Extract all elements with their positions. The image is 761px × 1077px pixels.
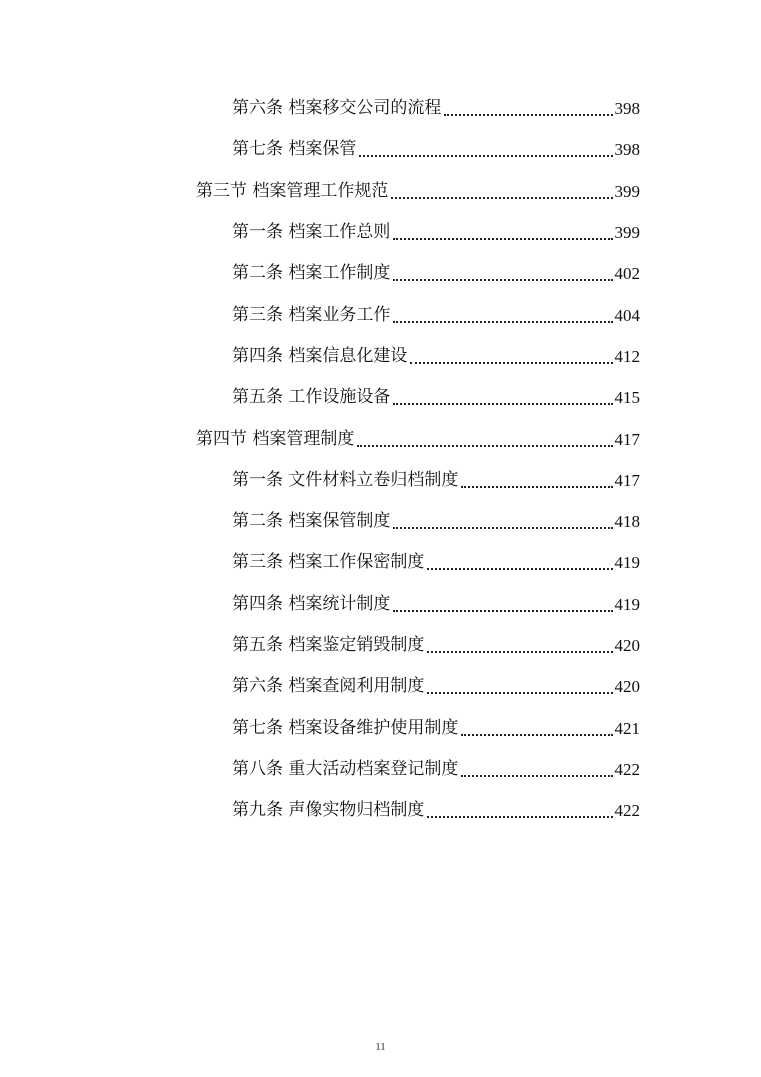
- toc-entry[interactable]: [0, 88, 640, 129]
- toc-entry[interactable]: [0, 666, 640, 707]
- toc-entry-title: 第二条 档案工作制度: [232, 263, 391, 284]
- toc-entry-page: 402: [614, 264, 640, 284]
- toc-entry-page: 419: [614, 594, 640, 614]
- toc-entry-title: 第四条 档案统计制度: [232, 593, 391, 614]
- toc-entry[interactable]: [0, 790, 640, 831]
- dot-leader: [427, 637, 612, 654]
- toc-entry-title: 第九条 声像实物归档制度: [232, 800, 425, 821]
- dot-leader: [461, 761, 612, 778]
- dot-leader: [461, 472, 612, 489]
- dot-leader: [359, 141, 612, 158]
- footer-page-number: 11: [375, 1041, 386, 1053]
- toc-entry-title: 第六条 档案移交公司的流程: [232, 98, 442, 119]
- toc-entry-page: 404: [614, 305, 640, 325]
- toc-entry[interactable]: [0, 584, 640, 625]
- toc-entry-page: 417: [614, 429, 640, 449]
- toc-entry[interactable]: [0, 542, 640, 583]
- dot-leader: [393, 265, 612, 282]
- toc-entry[interactable]: [0, 460, 640, 501]
- toc-entry-page: 421: [614, 718, 640, 738]
- toc-entry[interactable]: [0, 707, 640, 748]
- toc-entry-page: 419: [614, 553, 640, 573]
- toc-entry-page: 418: [614, 512, 640, 532]
- dot-leader: [393, 513, 612, 530]
- toc-entry-title: 第二条 档案保管制度: [232, 511, 391, 532]
- dot-leader: [444, 100, 612, 117]
- toc-entry[interactable]: [0, 501, 640, 542]
- toc-entry-title: 第四节 档案管理制度: [196, 428, 355, 449]
- toc-entry[interactable]: [0, 625, 640, 666]
- dot-leader: [393, 389, 612, 406]
- toc-entry-title: 第五条 工作设施设备: [232, 387, 391, 408]
- toc-entry-page: 420: [614, 636, 640, 655]
- toc-entry-title: 第六条 档案查阅利用制度: [232, 676, 425, 697]
- toc-entry-title: 第三节 档案管理工作规范: [196, 180, 389, 201]
- toc-section-entry[interactable]: [0, 418, 640, 459]
- dot-leader: [461, 720, 612, 737]
- toc-entry-page: 398: [614, 99, 640, 119]
- toc-entry-page: 417: [614, 470, 640, 490]
- toc-entry[interactable]: [0, 749, 640, 790]
- toc-entry[interactable]: [0, 212, 640, 253]
- dot-leader: [393, 596, 612, 613]
- toc-entry-page: 415: [614, 388, 640, 408]
- toc-entry-title: 第七条 档案设备维护使用制度: [232, 717, 459, 738]
- toc-entry-title: 第一条 档案工作总则: [232, 222, 391, 243]
- toc-section-entry[interactable]: [0, 171, 640, 212]
- dot-leader: [393, 224, 612, 241]
- toc-entry-page: 422: [614, 801, 640, 821]
- toc-entry-page: 412: [614, 346, 640, 366]
- toc-entry[interactable]: [0, 129, 640, 170]
- dot-leader: [357, 431, 612, 448]
- toc-entry[interactable]: [0, 294, 640, 335]
- toc-entry-title: 第三条 档案工作保密制度: [232, 552, 425, 573]
- toc-entry-title: 第三条 档案业务工作: [232, 304, 391, 325]
- dot-leader: [427, 802, 612, 819]
- toc-entry-title: 第一条 文件材料立卷归档制度: [232, 469, 459, 490]
- toc-entry[interactable]: [0, 377, 640, 418]
- toc-entry-page: 422: [614, 759, 640, 779]
- toc-entry-page: 398: [614, 140, 640, 160]
- toc-entry-page: 420: [614, 677, 640, 697]
- dot-leader: [410, 348, 612, 365]
- toc-entry-title: 第五条 档案鉴定销毁制度: [232, 635, 425, 655]
- dot-leader: [391, 183, 612, 200]
- toc-entry-title: 第四条 档案信息化建设: [232, 345, 408, 366]
- table-of-contents: [0, 88, 761, 831]
- toc-entry-page: 399: [614, 181, 640, 201]
- toc-entry-page: 399: [614, 223, 640, 243]
- dot-leader: [393, 307, 612, 324]
- dot-leader: [427, 678, 612, 695]
- toc-entry-title: 第七条 档案保管: [232, 139, 357, 160]
- dot-leader: [427, 554, 612, 571]
- toc-entry-title: 第八条 重大活动档案登记制度: [232, 758, 459, 779]
- toc-entry[interactable]: [0, 336, 640, 377]
- toc-entry[interactable]: [0, 253, 640, 294]
